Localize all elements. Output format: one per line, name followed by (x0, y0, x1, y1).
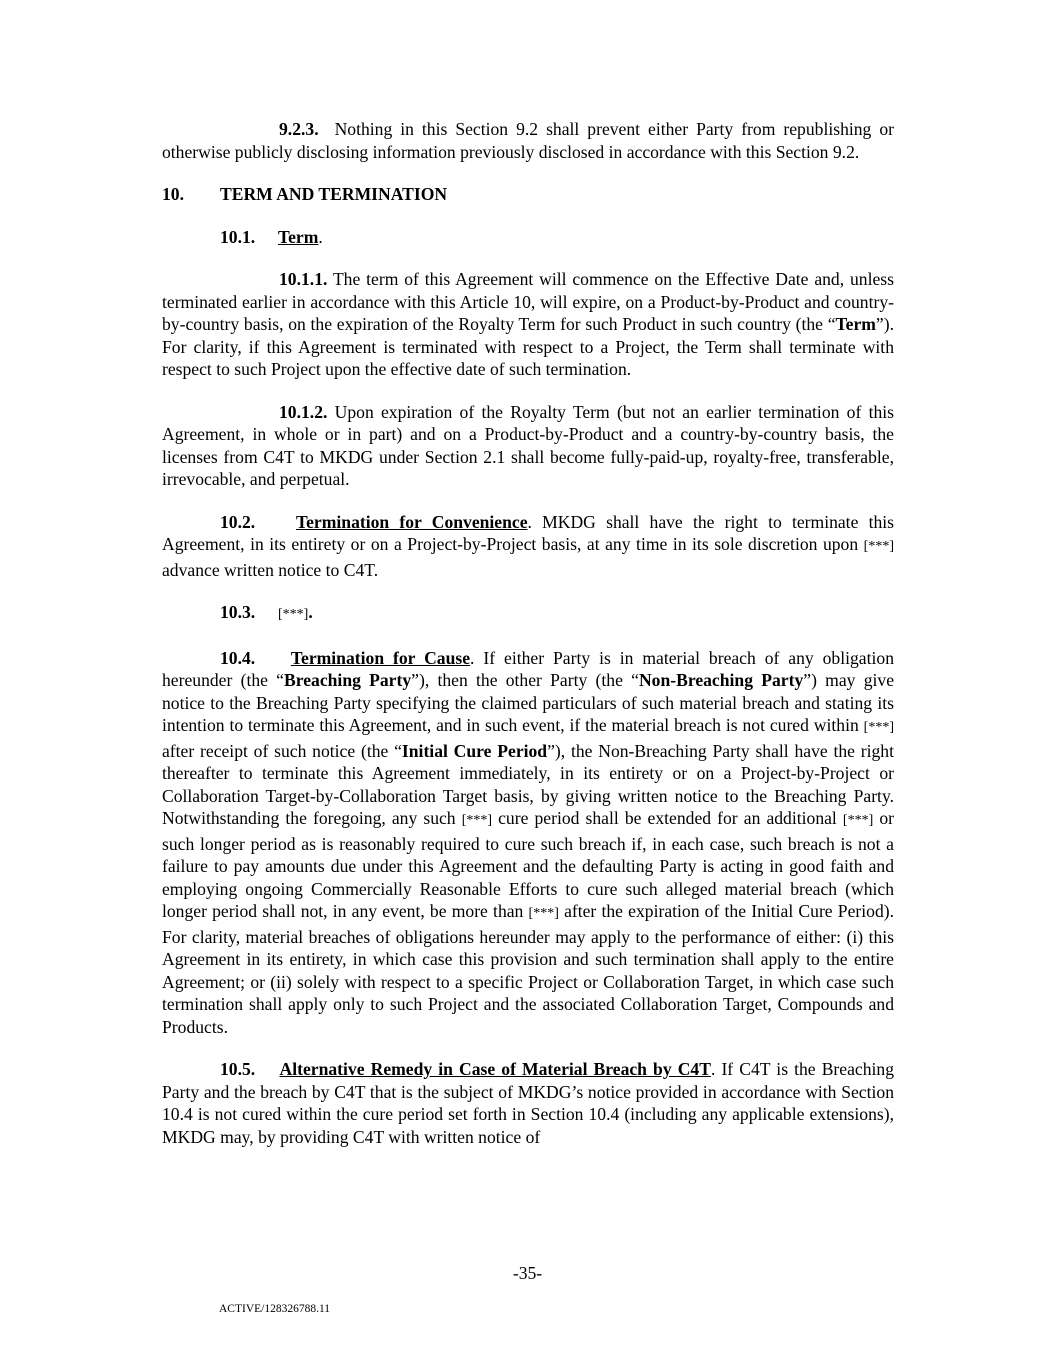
defined-term-non-breaching-party: Non-Breaching Party (638, 670, 804, 690)
redaction-marker: [***] (842, 813, 874, 828)
redaction-marker: [***] (863, 539, 894, 554)
section-10-5 (162, 1058, 894, 1148)
section-text: after receipt of such notice (the “ (162, 740, 402, 761)
section-period: . (308, 602, 313, 622)
section-text: . MKDG shall have the right to terminate this Agreement, in its entirety or on a Project-by-Project basis, at any time in its sole discretion upon (162, 511, 895, 554)
section-title-period: . (318, 226, 323, 247)
section-text: Nothing in this Section 9.2 shall prevent either Party from republishing or otherwise publicly disclosing information previously disclosed in accordance with this Section 9.2. (162, 119, 894, 162)
section-title: Termination for Convenience (296, 511, 528, 532)
section-title: Term (278, 226, 319, 247)
section-10-1-1 (162, 268, 894, 381)
section-9-2-3 (162, 118, 894, 163)
section-text: cure period shall be extended for an additional (492, 808, 843, 828)
section-10-2 (162, 511, 894, 582)
section-text: Upon expiration of the Royalty Term (but not an earlier termination of this Agreement, in whole or in part) and on a Product-by-Product and a country-by-country basis, the licenses from C4T to MKDG under Section 2.1 shall become fully-paid-up, royalty-free, transferable, irrevocable, and perpetual. (162, 401, 894, 489)
section-number: 10.4. (220, 647, 256, 668)
section-title: Alternative Remedy in Case of Material Breach by C4T (279, 1059, 711, 1079)
section-text: advance written notice to C4T. (162, 559, 379, 580)
page-number: -35- (512, 1263, 543, 1283)
section-text: after the expiration of the Initial Cure Period). For clarity, material breaches of obligations hereunder may apply to the performance of either: (i) this Agreement in its entirety, in which case this provision and such termination shall apply to the entire Agreement; or (ii) solely with respect to a specific Project or Collaboration Target, in which case such termination shall apply only to such Project and the associated Collaboration Target, Compounds and Products. (162, 901, 895, 1037)
section-text: ”), the Non-Breaching Party shall have the right thereafter to terminate this Agreement immediately, in its entirety or on a Project-by-Project or Collaboration Target-by-Collaboration Target basis, by giving written notice to the Breaching Party. Notwithstanding the foregoing, any such (162, 740, 894, 828)
defined-term-term: Term (835, 314, 876, 334)
section-10-4 (162, 647, 894, 1039)
section-text: ”), then the other Party (the “ (411, 670, 639, 690)
section-number: 9.2.3. (279, 119, 319, 139)
section-10-1-heading (220, 226, 894, 249)
section-text: or such longer period as is reasonably required to cure such breach if, in each case, such breach is not a failure to pay amounts due under this Agreement and the defaulting Party is acting in good faith and employing ongoing Commercially Reasonable Efforts to cure such alleged material breach (which longer period shall not, in any event, be more than (162, 808, 894, 921)
section-text: The term of this Agreement will commence on the Effective Date and, unless terminated earlier in accordance with this Article 10, will expire, on a Product-by-Product and country-by-country basis, on the expiration of the Royalty Term for such Product in such country (the “ (162, 269, 894, 334)
defined-term-breaching-party: Breaching Party (284, 670, 412, 690)
article-title: TERM AND TERMINATION (220, 184, 448, 204)
section-number: 10.2. (220, 511, 256, 532)
defined-term-initial-cure-period: Initial Cure Period (401, 740, 548, 761)
redaction-marker: [***] (863, 720, 894, 735)
section-number: 10.5. (220, 1059, 256, 1079)
section-number: 10.3. (220, 602, 256, 622)
redaction-marker: [***] (461, 813, 493, 828)
article-10-heading (162, 183, 894, 206)
section-number: 10.1.1. (279, 269, 328, 289)
section-text: . If C4T is the Breaching Party and the breach by C4T that is the subject of MKDG’s notice provided in accordance with Section 10.4 is not cured within the cure period set forth in Section 10.4 (including any applicable extensions), MKDG may, by providing C4T with written notice of (162, 1059, 894, 1147)
redaction-marker: [***] (278, 607, 309, 622)
document-body (162, 118, 894, 1168)
section-title: Termination for Cause (290, 647, 471, 668)
document-id: ACTIVE/128326788.11 (219, 1303, 331, 1315)
section-text: ”) may give notice to the Breaching Party specifying the claimed particulars of such material breach and stating its intention to terminate this Agreement, and in such event, if the material breach is not cured within (162, 670, 895, 735)
section-10-3 (220, 601, 894, 627)
section-text: . If either Party is in material breach of any obligation hereunder (the “ (162, 647, 894, 690)
section-10-1-2 (162, 401, 894, 491)
section-number: 10.1. (220, 226, 256, 247)
section-text: ”). For clarity, if this Agreement is terminated with respect to a Project, the Term shall terminate with respect to such Project upon the effective date of such termination. (162, 314, 894, 379)
article-number: 10. (162, 184, 184, 204)
redaction-marker: [***] (528, 906, 559, 921)
section-number: 10.1.2. (279, 401, 328, 422)
